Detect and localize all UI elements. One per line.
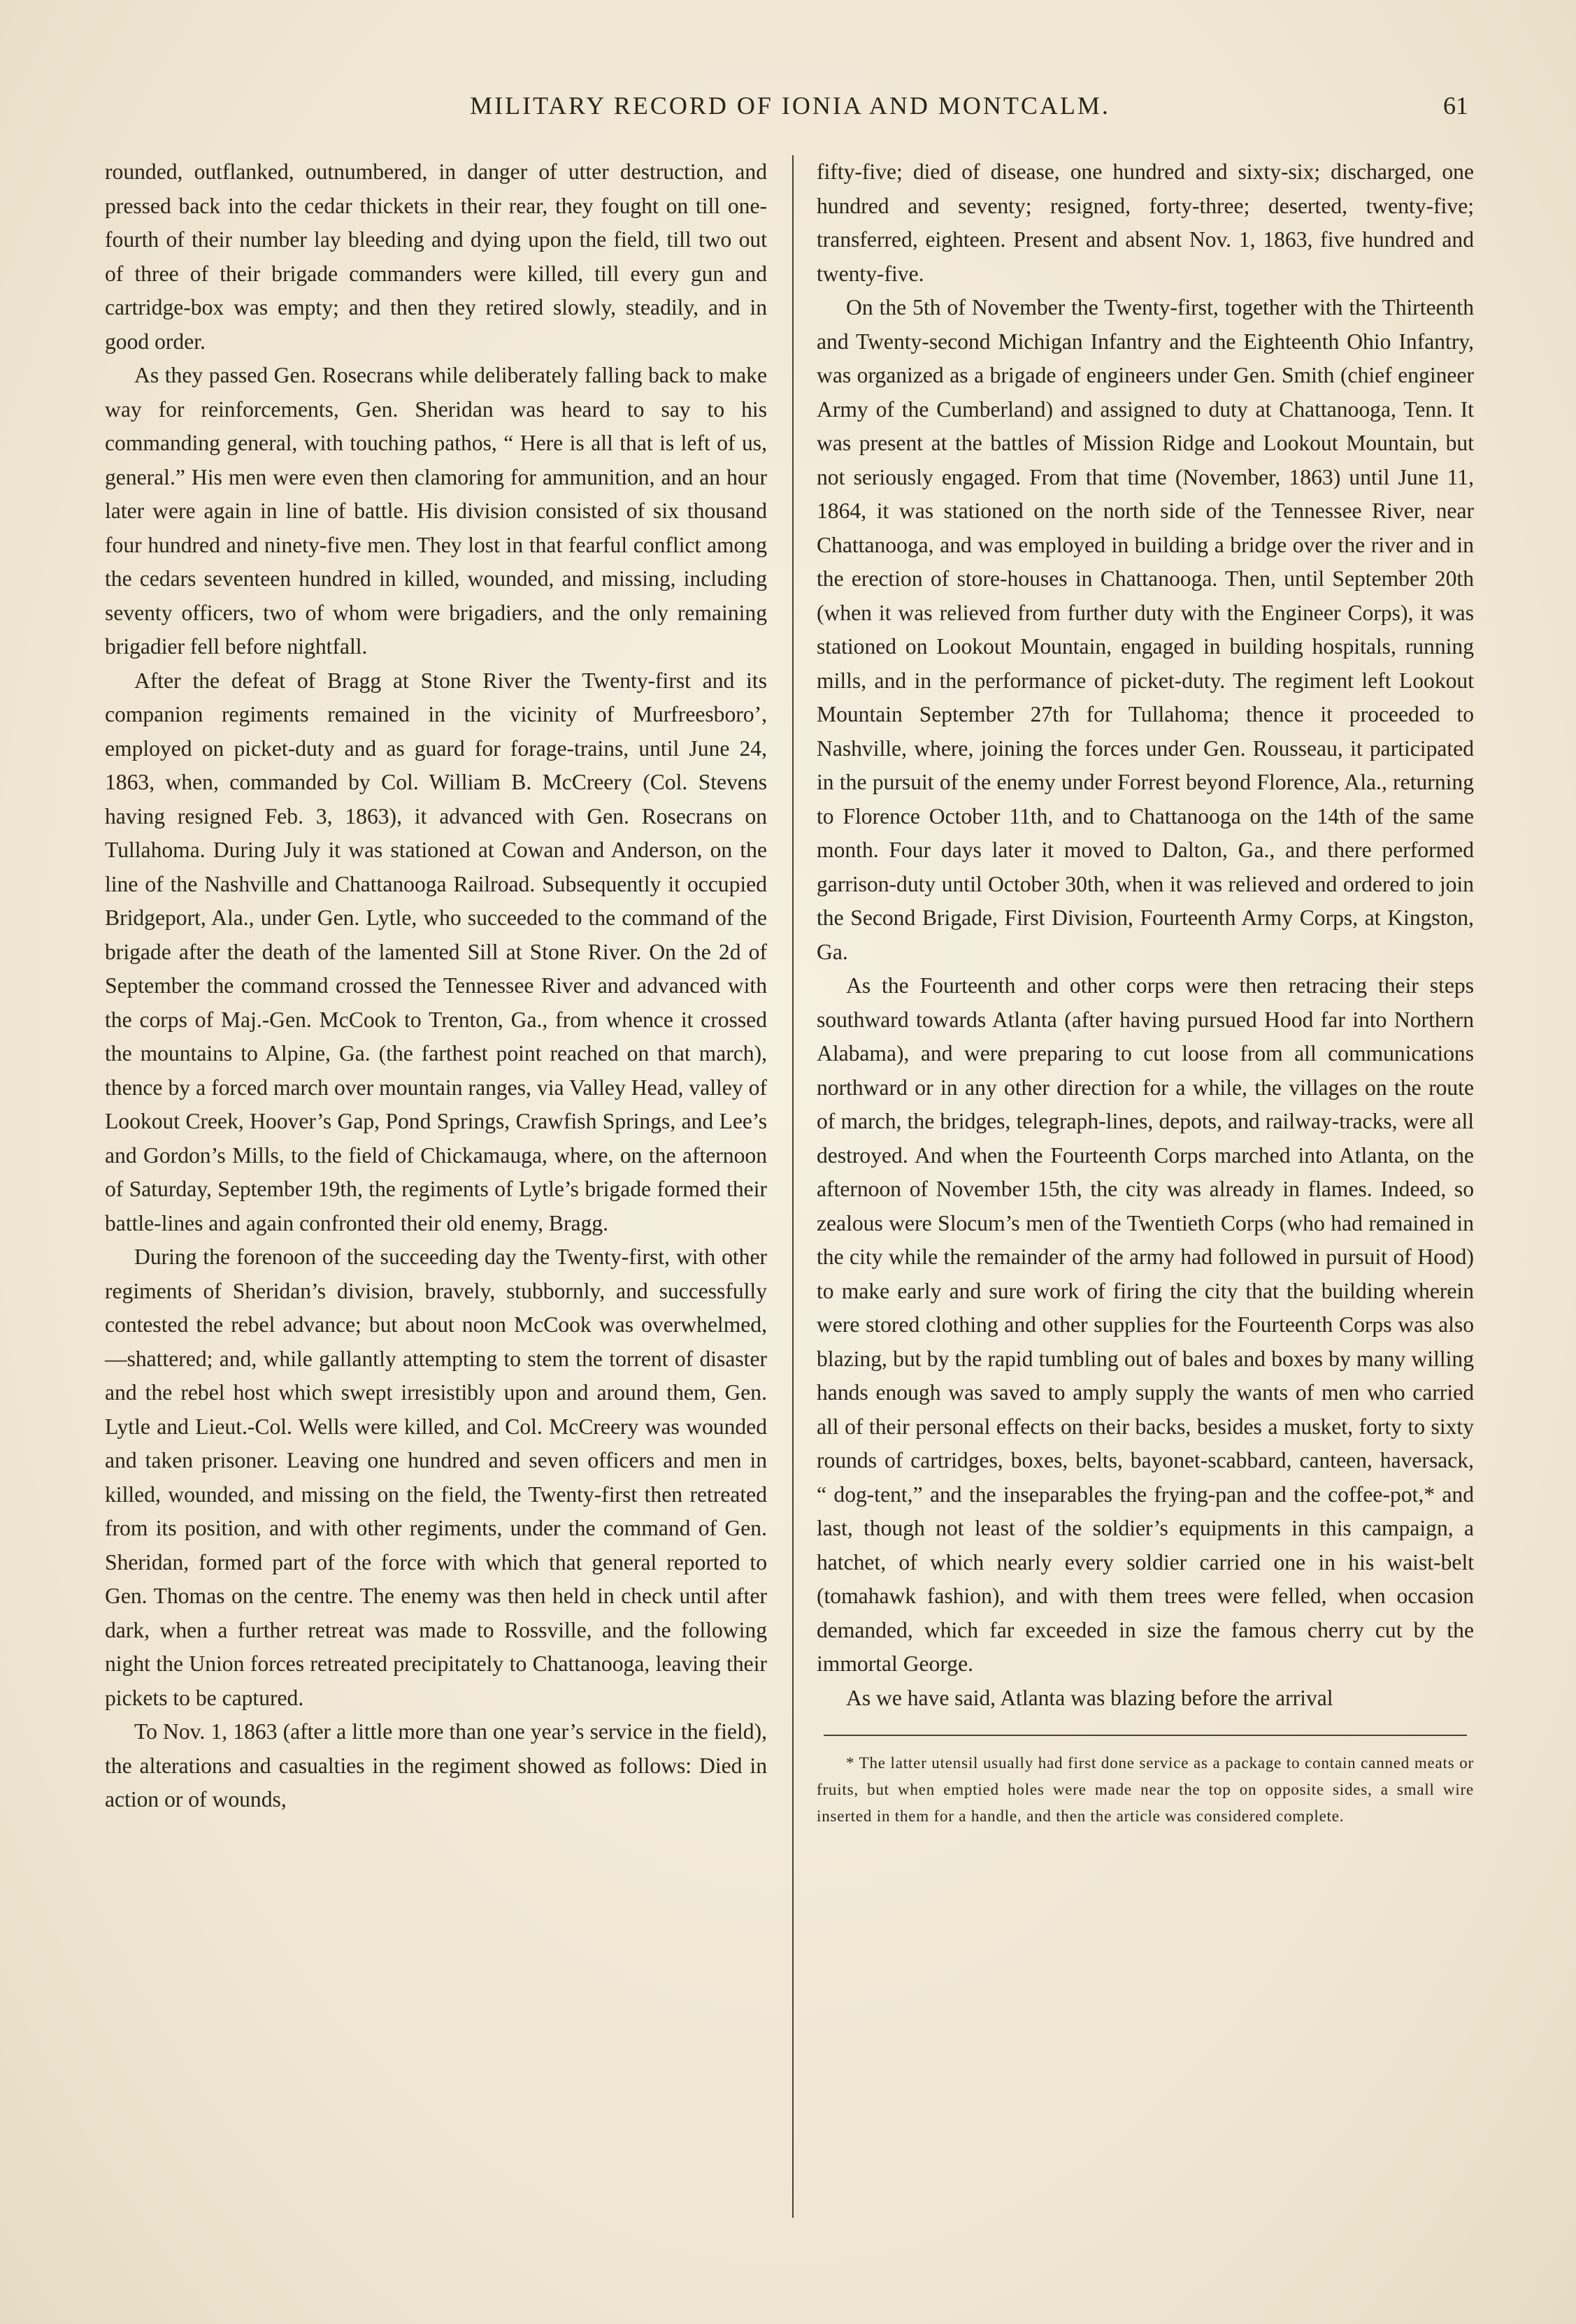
column-divider bbox=[792, 155, 794, 2218]
paragraph: rounded, outflanked, outnumbered, in danger of utter destruction, and pressed back into the cedar thickets in their rear, they fought on till one-fourth of their number lay bleeding and dying upon the field, till two out of three of their brigade commanders were killed, till every gun and cartridge-box was empty; and then they retired slowly, steadily, and in good order. bbox=[105, 159, 767, 354]
running-title: MILITARY RECORD OF IONIA AND MONTCALM. bbox=[470, 92, 1110, 120]
paragraph: As they passed Gen. Rosecrans while deliberately falling back to make way for reinforcements, Gen. Sheridan was heard to say to his commanding general, with touching pathos, “ Here is all that is left of us, general.” His men were even then clamoring for ammunition, and an hour later were again in line of battle. His division consisted of six thousand four hundred and ninety-five men. They lost in that fearful conflict among the cedars seventeen hundred in killed, wounded, and missing, including seventy officers, two of whom were brigadiers, and the only remaining brigadier fell before nightfall. bbox=[105, 363, 767, 659]
left-column bbox=[105, 155, 767, 1817]
paragraph: fifty-five; died of disease, one hundred and sixty-six; discharged, one hundred and seventy; resigned, forty-three; deserted, twenty-five; transferred, eighteen. Present and absent Nov. 1, 1863, five hundred and twenty-five. bbox=[817, 159, 1474, 286]
page-header bbox=[105, 89, 1475, 131]
paragraph: As the Fourteenth and other corps were then retracing their steps southward towards Atlanta (after having pursued Hood far into Northern Alabama), and were preparing to cut loose from all communications northward or in any other direction for a while, the villages on the route of march, the bridges, telegraph-lines, depots, and railway-tracks, were all destroyed. And when the Fourteenth Corps marched into Atlanta, on the afternoon of November 15th, the city was already in flames. Indeed, so zealous were Slocum’s men of the Twentieth Corps (who had remained in the city while the remainder of the army had followed in pursuit of Hood) to make early and sure work of firing the city that the building wherein were stored clothing and other supplies for the Fourteenth Corps was also blazing, but by the rapid tumbling out of bales and boxes by many willing hands enough was saved to amply supply the wants of men who carried all of their personal effects on their backs, besides a musket, forty to sixty rounds of cartridges, boxes, belts, bayonet-scabbard, canteen, haversack, “ dog-tent,” and the inseparables the frying-pan and the coffee-pot,* and last, though not least of the soldier’s equipments in this campaign, a hatchet, of which nearly every soldier carried one in his waist-belt (tomahawk fashion), and with them trees were felled, when occasion demanded, which far exceeded in size the famous cherry cut by the immortal George. bbox=[817, 973, 1474, 1676]
page-number: 61 bbox=[1443, 92, 1468, 120]
paragraph: During the forenoon of the succeeding day the Twenty-first, with other regiments of Sheridan’s division, bravely, stubbornly, and successfully contested the rebel advance; but about noon McCook was overwhelmed,—shattered; and, while gallantly attempting to stem the torrent of disaster and the rebel host which swept irresistibly upon and around them, Gen. Lytle and Lieut.-Col. Wells were killed, and Col. McCreery was wounded and taken prisoner. Leaving one hundred and seven officers and men in killed, wounded, and missing on the field, the Twenty-first then retreated from its position, and with other regiments, under the command of Gen. Sheridan, formed part of the force with which that general reported to Gen. Thomas on the centre. The enemy was then held in check until after dark, when a further retreat was made to Rossville, and the following night the Union forces retreated precipitately to Chattanooga, leaving their pickets to be captured. bbox=[105, 1245, 767, 1710]
paragraph: To Nov. 1, 1863 (after a little more than one year’s service in the field), the alterations and casualties in the regiment showed as follows: Died in action or of wounds, bbox=[105, 1719, 767, 1812]
paragraph: As we have said, Atlanta was blazing before the arrival bbox=[846, 1685, 1333, 1710]
footnote: * The latter utensil usually had first done service as a package to contain canned meats or fruits, but when emptied holes were made near the top on opposite sides, a small wire inserted in them for a handle, and then the article was considered complete. bbox=[817, 1754, 1474, 1825]
paragraph: On the 5th of November the Twenty-first, together with the Thirteenth and Twenty-second Michigan Infantry and the Eighteenth Ohio Infantry, was organized as a brigade of engineers under Gen. Smith (chief engineer Army of the Cumberland) and assigned to duty at Chattanooga, Tenn. It was present at the battles of Mission Ridge and Lookout Mountain, but not seriously engaged. From that time (November, 1863) until June 11, 1864, it was stationed on the north side of the Tennessee River, near Chattanooga, and was employed in building a bridge over the river and in the erection of store-houses in Chattanooga. Then, until September 20th (when it was relieved from further duty with the Engineer Corps), it was stationed on Lookout Mountain, engaged in building hospitals, running mills, and in the performance of picket-duty. The regiment left Lookout Mountain September 27th for Tullahoma; thence it proceeded to Nashville, where, joining the forces under Gen. Rousseau, it participated in the pursuit of the enemy under Forrest beyond Florence, Ala., returning to Florence October 11th, and to Chattanooga on the 14th of the same month. Four days later it moved to Dalton, Ga., and there performed garrison-duty until October 30th, when it was relieved and ordered to join the Second Brigade, First Division, Fourteenth Army Corps, at Kingston, Ga. bbox=[817, 295, 1474, 964]
right-column bbox=[817, 155, 1474, 1830]
paragraph: After the defeat of Bragg at Stone River the Twenty-first and its companion regiments remained in the vicinity of Murfreesboro’, employed on picket-duty and as guard for forage-trains, until June 24, 1863, when, commanded by Col. William B. McCreery (Col. Stevens having resigned Feb. 3, 1863), it advanced with Gen. Rosecrans on Tullahoma. During July it was stationed at Cowan and Anderson, on the line of the Nashville and Chattanooga Railroad. Subsequently it occupied Bridgeport, Ala., under Gen. Lytle, who succeeded to the command of the brigade after the death of the lamented Sill at Stone River. On the 2d of September the command crossed the Tennessee River and advanced with the corps of Maj.-Gen. McCook to Trenton, Ga., from whence it crossed the mountains to Alpine, Ga. (the farthest point reached on that march), thence by a forced march over mountain ranges, via Valley Head, valley of Lookout Creek, Hoover’s Gap, Pond Springs, Crawfish Springs, and Lee’s and Gordon’s Mills, to the field of Chickamauga, where, on the afternoon of Saturday, September 19th, the regiments of Lytle’s brigade formed their battle-lines and again confronted their old enemy, Bragg. bbox=[105, 668, 767, 1235]
footnote-divider bbox=[824, 1735, 1467, 1736]
